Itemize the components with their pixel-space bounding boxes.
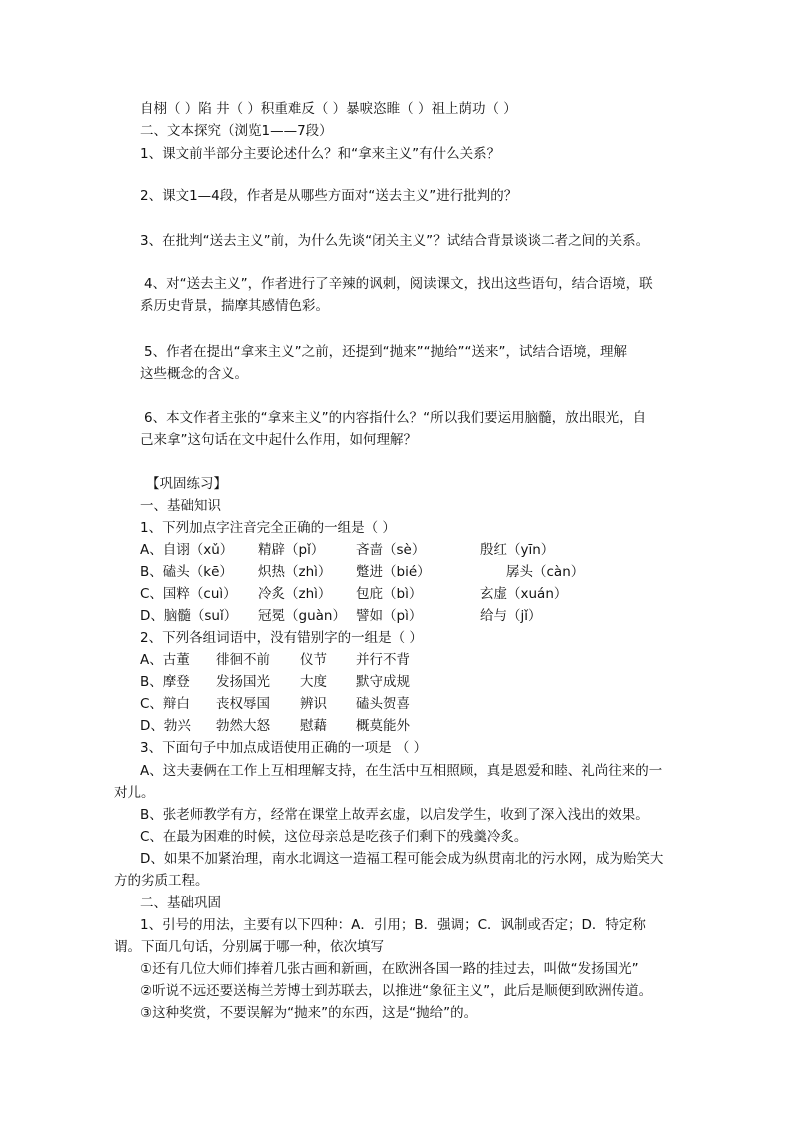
inquiry-question-5-line2: 这些概念的含义。 bbox=[140, 366, 248, 382]
q1-option-d: D、脑髓（suǐ） 冠冕（guàn） 譬如（pì） 给与（jǐ） bbox=[140, 608, 542, 624]
practice-heading: 【巩固练习】 bbox=[146, 476, 227, 492]
b1-sentence-1: ①还有几位大师们捧着几张古画和新画，在欧洲各国一路的挂过去，叫做“发扬国光” bbox=[140, 961, 639, 977]
b1-sentence-2: ②听说不远还要送梅兰芳博士到苏联去，以推进“象征主义”，此后是顺便到欧洲传道。 bbox=[140, 983, 653, 999]
q3-option-d-line2: 方的劣质工程。 bbox=[114, 873, 209, 889]
q3-option-a-line2: 对儿。 bbox=[114, 785, 155, 801]
inquiry-question-4-line1: 4、对“送去主义”，作者进行了辛辣的讽刺，阅读课文，找出这些语句，结合语境，联 bbox=[144, 276, 653, 292]
inquiry-question-3: 3、在批判“送去主义”前，为什么先谈“闭关主义”？试结合背景谈谈二者之间的关系。 bbox=[140, 233, 650, 249]
inquiry-question-4-line2: 系历史背景，揣摩其感情色彩。 bbox=[140, 298, 329, 314]
q2-option-b: B、摩登 发扬国光 大度 默守成规 bbox=[140, 674, 410, 690]
q1-option-c: C、国粹（cuì） 冷炙（zhì） 包庇（bì） 玄虚（xuán） bbox=[140, 586, 568, 602]
practice-question-2: 2、下列各组词语中，没有错别字的一组是（ ） bbox=[140, 630, 423, 646]
q3-option-b: B、张老师教学有方，经常在课堂上故弄玄虚，以启发学生，收到了深入浅出的效果。 bbox=[140, 807, 649, 823]
q2-option-a: A、古董 徘徊不前 仪节 并行不背 bbox=[140, 652, 410, 668]
inquiry-question-5-line1: 5、作者在提出“拿来主义”之前，还提到“抛来”“抛给”“送来”，试结合语境，理解 bbox=[144, 344, 628, 360]
inquiry-question-6-line2: 己来拿”这句话在文中起什么作用，如何理解？ bbox=[140, 432, 417, 448]
practice-section-2-title: 二、基础巩固 bbox=[140, 895, 221, 911]
q1-option-b: B、磕头（kē） 炽热（zhì） 蹩进（bié） 孱头（càn） bbox=[140, 564, 585, 580]
b1-line2: 谓。下面几句话，分别属于哪一种，依次填写 bbox=[114, 939, 384, 955]
q2-option-d: D、勃兴 勃然大怒 慰藉 概莫能外 bbox=[140, 718, 410, 734]
q1-option-a: A、自诩（xǔ） 精辟（pǐ） 吝啬（sè） 殷红（yīn） bbox=[140, 542, 555, 558]
q3-option-a-line1: A、这夫妻俩在工作上互相理解支持，在生活中互相照顾，真是恩爱和睦、礼尚往来的一 bbox=[140, 763, 663, 779]
q2-option-c: C、辩白 丧权辱国 辨识 磕头贺喜 bbox=[140, 696, 410, 712]
practice-question-3: 3、下面句子中加点成语使用正确的一项是 （ ） bbox=[140, 740, 428, 756]
section-heading-text-inquiry: 二、文本探究（浏览1——7段） bbox=[140, 123, 333, 139]
inquiry-question-2: 2、课文1—4段，作者是从哪些方面对“送去主义”进行批判的？ bbox=[140, 188, 518, 204]
practice-question-1: 1、下列加点字注音完全正确的一组是（ ） bbox=[140, 520, 396, 536]
q3-option-d-line1: D、如果不加紧治理，南水北调这一造福工程可能会成为纵贯南北的污水网，成为贻笑大 bbox=[140, 851, 664, 867]
vocab-correction-line: 自栩（ ）陷 井（ ）积重难反（ ）暴唳恣睢（ ）祖上荫功（ ） bbox=[140, 101, 517, 117]
b1-line1: 1、引号的用法，主要有以下四种：A．引用；B．强调；C．讽制或否定；D．特定称 bbox=[140, 917, 646, 933]
inquiry-question-1: 1、课文前半部分主要论述什么？和“拿来主义”有什么关系？ bbox=[140, 146, 501, 162]
inquiry-question-6-line1: 6、本文作者主张的“拿来主义”的内容指什么？“所以我们要运用脑髓，放出眼光，自 bbox=[144, 410, 647, 426]
q3-option-c: C、在最为困难的时候，这位母亲总是吃孩子们剩下的残羹冷炙。 bbox=[140, 829, 528, 845]
practice-section-1-title: 一、基础知识 bbox=[140, 498, 221, 514]
b1-sentence-3: ③这种奖赏，不要误解为“抛来”的东西，这是“抛给”的。 bbox=[140, 1005, 478, 1021]
